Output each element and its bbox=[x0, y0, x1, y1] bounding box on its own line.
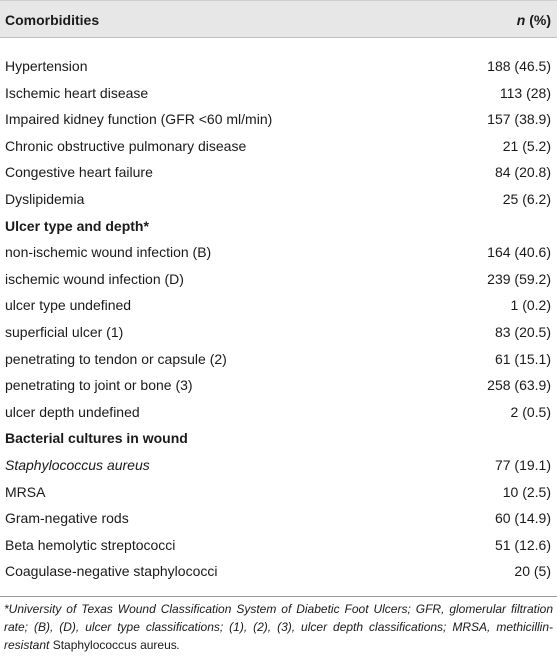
table-row bbox=[0, 267, 557, 294]
row-value: 20 (5) bbox=[514, 563, 551, 580]
row-label: Impaired kidney function (GFR <60 ml/min) bbox=[5, 111, 273, 128]
header-percent: (%) bbox=[525, 12, 551, 28]
row-label: ischemic wound infection (D) bbox=[5, 270, 184, 287]
table-row bbox=[0, 107, 557, 134]
footnote-species: Staphylococcus aureus bbox=[52, 638, 177, 652]
table-row bbox=[0, 134, 557, 161]
header-n: n bbox=[516, 12, 526, 28]
table-row bbox=[0, 533, 557, 560]
row-label: Ischemic heart disease bbox=[5, 84, 149, 101]
row-label: ulcer depth undefined bbox=[5, 403, 140, 420]
footnote-end: . bbox=[176, 638, 181, 652]
row-value: 21 (5.2) bbox=[502, 137, 551, 154]
row-label: superficial ulcer (1) bbox=[5, 323, 124, 340]
row-value: 164 (40.6) bbox=[487, 244, 551, 261]
table-row bbox=[0, 320, 557, 347]
row-value: 60 (14.9) bbox=[494, 510, 551, 527]
table-row bbox=[0, 160, 557, 187]
section-heading-bacterial bbox=[0, 426, 557, 453]
footnote-text: *University of Texas Wound Classification System of Diabetic Foot Ulcers; GFR, glomerular filtration rate; (B), (D), ulcer type classifications; (1), (2), (3), ulcer depth classifications; MRSA, methicillin-resistant bbox=[4, 602, 553, 652]
row-value: 1 (0.2) bbox=[510, 297, 551, 314]
row-label: Gram-negative rods bbox=[5, 510, 129, 527]
row-value: 25 (6.2) bbox=[502, 190, 551, 207]
row-label: Beta hemolytic streptococci bbox=[5, 536, 176, 553]
row-value: 84 (20.8) bbox=[494, 164, 551, 181]
table-row bbox=[0, 293, 557, 320]
footnote-divider bbox=[0, 596, 557, 597]
table-row bbox=[0, 506, 557, 533]
row-label: Congestive heart failure bbox=[5, 164, 153, 181]
table-header bbox=[0, 0, 557, 38]
section-label: Ulcer type and depth* bbox=[5, 217, 149, 234]
table-row bbox=[0, 240, 557, 267]
row-value: 113 (28) bbox=[499, 84, 551, 101]
section-label: Bacterial cultures in wound bbox=[5, 430, 188, 447]
table-footnote bbox=[4, 600, 553, 654]
row-label: Coagulase-negative staphylococci bbox=[5, 563, 218, 580]
row-value: 157 (38.9) bbox=[487, 111, 551, 128]
row-value: 51 (12.6) bbox=[494, 536, 551, 553]
row-label: non-ischemic wound infection (B) bbox=[5, 244, 212, 261]
row-value: 77 (19.1) bbox=[494, 456, 551, 473]
row-value: 258 (63.9) bbox=[487, 377, 551, 394]
section-heading-ulcer bbox=[0, 214, 557, 241]
row-label: Staphylococcus aureus bbox=[5, 456, 150, 473]
row-value: 10 (2.5) bbox=[502, 483, 551, 500]
table-row bbox=[0, 453, 557, 480]
row-value: 83 (20.5) bbox=[494, 323, 551, 340]
row-value: 61 (15.1) bbox=[494, 350, 551, 367]
row-label: penetrating to tendon or capsule (2) bbox=[5, 350, 227, 367]
row-label: Dyslipidemia bbox=[5, 190, 85, 207]
row-label: Chronic obstructive pulmonary disease bbox=[5, 137, 247, 154]
table-row bbox=[0, 400, 557, 427]
row-label: ulcer type undefined bbox=[5, 297, 132, 314]
row-value: 188 (46.5) bbox=[487, 58, 551, 74]
table-row bbox=[0, 54, 557, 81]
row-label: penetrating to joint or bone (3) bbox=[5, 377, 193, 394]
table-row bbox=[0, 187, 557, 214]
header-comorbidities: Comorbidities bbox=[5, 12, 100, 28]
table-row bbox=[0, 480, 557, 507]
row-label: Hypertension bbox=[5, 58, 88, 74]
row-label: MRSA bbox=[5, 483, 46, 500]
table-body bbox=[0, 54, 557, 586]
table-row bbox=[0, 347, 557, 374]
header-n-percent bbox=[517, 12, 551, 28]
table-row bbox=[0, 373, 557, 400]
table-row bbox=[0, 559, 557, 586]
table-row bbox=[0, 81, 557, 108]
row-value: 239 (59.2) bbox=[487, 270, 551, 287]
row-value: 2 (0.5) bbox=[510, 403, 551, 420]
